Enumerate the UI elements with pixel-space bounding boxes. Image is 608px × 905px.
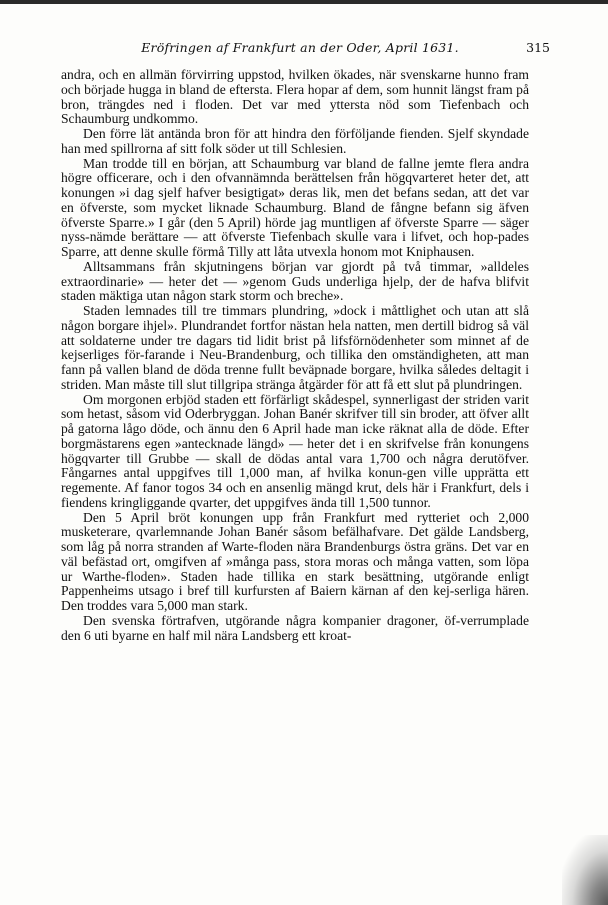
paragraph-6: Om morgonen erbjöd staden ett förfärligt skådespel, synnerligast der striden varit som hetast, såsom vid Oderbryggan. Johan Banér skrifver till sin broder, att öfver allt på gatorna lågo döde, och ännu den 6 April hade man icke räknat alla de döde. Efter borgmästarens egen »antecknade längd» — heter det i en skrifvelse från konungens högqvarter till Grubbe — skall de dödas antal vara 1,700 och några derutöfver. Fångarnes antal uppgifves till 1,000 man, af hvilka konun-gen ville upprätta ett regemente. Af fanor togos 34 och en ansenlig mängd krut, dels här i Frankfurt, dels i fiendens kringliggande qvarter, det uppgifves ända till 1,500 tunnor. — [61, 391, 529, 510]
top-edge-rule — [0, 0, 608, 4]
running-head — [0, 40, 608, 60]
paragraph-7: Den 5 April bröt konungen upp från Frankfurt med rytteriet och 2,000 musketerare, qvarlemnande Johan Banér såsom befälhafvare. Det gälde Landsberg, som låg på norra stranden af Warte-floden nära Brandenburgs östra gräns. Det var en väl befästad ort, omgifven af »många pass, stora moras och många vatten, som löpa ur Warthe-floden». Staden hade tillika en stark besättning, utgörande enligt Pappenheims utsago i bref till kurfursten af Baiern kärnan af den kej-serliga hären. Den troddes vara 5,000 man stark. — [61, 509, 529, 613]
paragraph-3: Man trodde till en början, att Schaumburg var bland de fallne jemte flera andra högre officerare, och i den ofvannämnda berättelsen från högqvarteret heter det, att konungen »i dag sjelf hafver besigtigat» deras lik, men det befans sedan, att det var en öfverste, som mycket liknade Schaumburg. Bland de fångne befann sig äfven öfverste Sparre.» I går (den 5 April) hörde jag muntligen af öfverste Sparre — säger nyss-nämde berättare — att öfverste Tiefenbach skulle vara i lifvet, och hop-pades Sparre, att denne skulle förmå Tilly att låta utvexla honom mot Kniphausen. — [61, 155, 529, 259]
paragraph-4: Alltsammans från skjutningens början var gjordt på två timmar, »alldeles extraordinarie» — heter det — »genom Guds underliga hjelp, der de hafva blifvit staden mäktiga utan någon stark storm och breche». — [61, 258, 529, 304]
paragraph-5: Staden lemnades till tre timmars plundring, »dock i måttlighet och utan att slå någon borgare ihjel». Plundrandet fortfor nästan hela natten, men dertill bidrog så väl att soldaterne under tre dagars tid lidit brist på lifsförnödenheter som minnet af de kejserliges för-farande i Neu-Brandenburg, och tillika den omständigheten, att man fann på vallen bland de döda trenne fullt beväpnade borgare, hvilka således deltagit i striden. Man måste till slut tillgripa stränga åtgärder för att få ett slut på plundringen. — [61, 303, 529, 392]
page-number: 315 — [526, 40, 550, 55]
body-text — [61, 68, 529, 643]
running-title: Eröfringen af Frankfurt an der Oder, April 1631. — [141, 40, 459, 55]
page-corner-smudge — [562, 835, 608, 905]
paragraph-1: andra, och en allmän förvirring uppstod, hvilken ökades, när svenskarne hunno fram och började hugga in bland de eftersta. Flera hopar af dem, som hunnit längst fram på bron, trängdes ned i floden. Det var med yttersta nöd som Tiefenbach och Schaumburg undkommo. — [61, 67, 529, 127]
paragraph-8: Den svenska förtrafven, utgörande några kompanier dragoner, öf-verrumplade den 6 uti byarne en half mil nära Landsberg ett kroat- — [61, 612, 529, 643]
paragraph-2: Den förre lät antända bron för att hindra den förföljande fienden. Sjelf skyndade han med spillrorna af sitt folk söder ut till Schlesien. — [61, 126, 529, 156]
